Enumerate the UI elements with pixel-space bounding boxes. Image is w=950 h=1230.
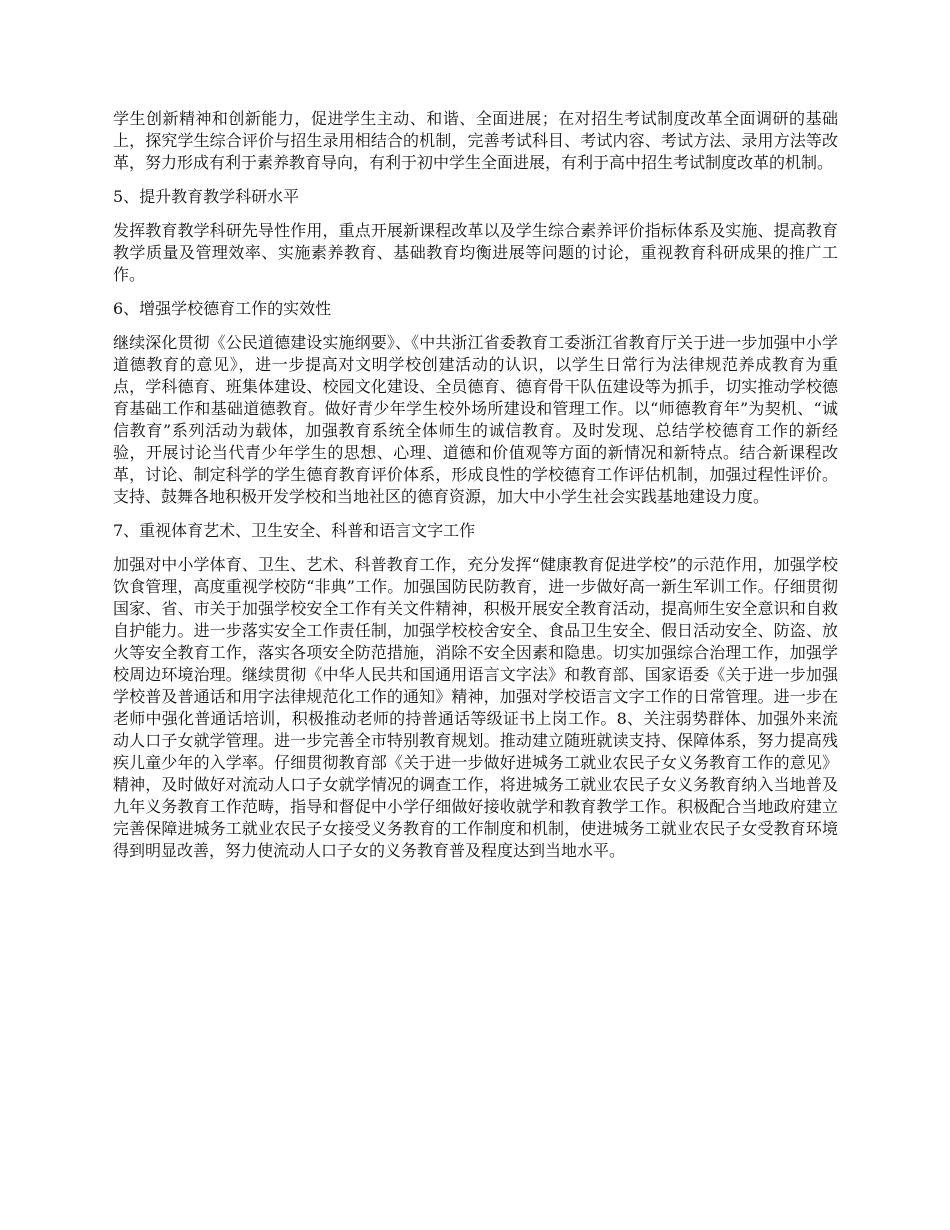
body-paragraph: 发挥教育教学科研先导性作用，重点开展新课程改革以及学生综合素养评价指标体系及实施、提高教育教学质量及管理效率、实施素养教育、基础教育均衡进展等问题的讨论，重视教育科研成果的推广工作。 — [113, 221, 838, 284]
body-paragraph: 加强对中小学体育、卫生、艺术、科普教育工作，充分发挥“健康教育促进学校”的示范作用，加强学校饮食管理，高度重视学校防“非典”工作。加强国防民防教育，进一步做好高一新生军训工作。仔细贯彻国家、省、市关于加强学校安全工作有关文件精神，积极开展安全教育活动，提高师生安全意识和自救自护能力。进一步落实安全工作责任制，加强学校校舍安全、食品卫生安全、假日活动安全、防盗、放火等安全教育工作，落实各项安全防范措施，消除不安全因素和隐患。切实加强综合治理工作，加强学校周边环境治理。继续贯彻《中华人民共和国通用语言文字法》和教育部、国家语委《关于进一步加强学校普及普通话和用字法律规范化工作的通知》精神，加强对学校语言文字工作的日常管理。进一步在老师中强化普通话培训，积极推动老师的持普通话等级证书上岗工作。8、关注弱势群体、加强外来流动人口子女就学管理。进一步完善全市特别教育规划。推动建立随班就读支持、保障体系，努力提高残疾儿童少年的入学率。仔细贯彻教育部《关于进一步做好进城务工就业农民子女义务教育工作的意见》精神，及时做好对流动人口子女就学情况的调查工作，将进城务工就业农民子女义务教育纳入当地普及九年义务教育工作范畴，指导和督促中小学仔细做好接收就学和教育教学工作。积极配合当地政府建立完善保障进城务工就业农民子女接受义务教育的工作制度和机制，使进城务工就业农民子女受教育环境得到明显改善，努力使流动人口子女的义务教育普及程度达到当地水平。 — [113, 555, 838, 860]
section-heading: 6、增强学校德育工作的实效性 — [113, 299, 332, 318]
body-paragraph: 继续深化贯彻《公民道德建设实施纲要》、《中共浙江省委教育工委浙江省教育厅关于进一步加强中小学道德教育的意见》，进一步提高对文明学校创建活动的认识，以学生日常行为法律规范养成教育为重点，学科德育、班集体建设、校园文化建设、全员德育、德育骨干队伍建设等为抓手，切实推动学校德育基础工作和基础道德教育。做好青少年学生校外场所建设和管理工作。以“师德教育年”为契机、“诚信教育”系列活动为载体，加强教育系统全体师生的诚信教育。及时发现、总结学校德育工作的新经验，开展讨论当代青少年学生的思想、心理、道德和价值观等方面的新情况和新特点。结合新课程改革，讨论、制定科学的学生德育教育评价体系，形成良性的学校德育工作评估机制，加强过程性评价。支持、鼓舞各地积极开发学校和当地社区的德育资源，加大中小学生社会实践基地建设力度。 — [113, 333, 838, 506]
section-heading: 5、提升教育教学科研水平 — [113, 187, 300, 206]
body-paragraph: 学生创新精神和创新能力，促进学生主动、和谐、全面进展；在对招生考试制度改革全面调研的基础上，探究学生综合评价与招生录用相结合的机制，完善考试科目、考试内容、考试方法、录用方法等改革，努力形成有利于素养教育导向，有利于初中学生全面进展，有利于高中招生考试制度改革的机制。 — [113, 109, 838, 172]
document-page — [113, 108, 838, 874]
section-heading: 7、重视体育艺术、卫生安全、科普和语言文字工作 — [113, 521, 476, 540]
